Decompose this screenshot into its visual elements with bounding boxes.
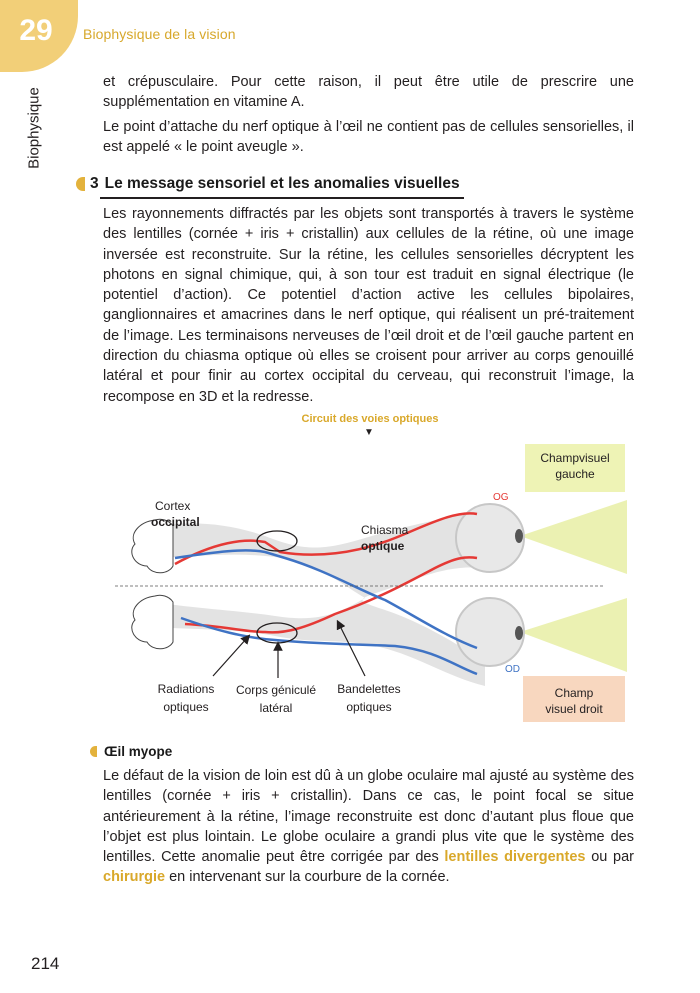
- lens-right: [515, 626, 523, 640]
- visual-field-left-cone: [520, 500, 627, 574]
- section-bullet-icon: [76, 177, 85, 191]
- eye-right: [456, 598, 524, 666]
- myope-paragraph: [103, 766, 634, 888]
- arrow-radiations: [213, 638, 247, 676]
- label-corps-2: latéral: [259, 701, 293, 715]
- page-number: 214: [31, 954, 60, 973]
- label-chiasma-1: Chiasma: [361, 523, 409, 537]
- myope-bullet-icon: [90, 746, 97, 757]
- visual-field-right-cone: [520, 598, 627, 672]
- label-champ-droit-2: visuel droit: [545, 702, 603, 716]
- myope-title: Œil myope: [104, 744, 173, 759]
- myope-text-a: Le défaut de la vision de loin est dû à un globe oculaire mal ajusté au système des lentilles (cornée + iris + cristallin). Dans ce cas, le point focal se situe antérieurement à la rétine, l’image reconstruite est donc d’autant plus floue que l’objet est plus lointain. Le globe oculaire a grandi plus vite que le système des lentilles. Cette anomalie peut être corrigée par des: [103, 768, 634, 866]
- running-title: Biophysique de la vision: [83, 26, 236, 42]
- label-og: OG: [493, 492, 509, 503]
- intro-paragraph-1: et crépusculaire. Pour cette raison, il peut être utile de prescrire une supplémentation en vitamine A.: [103, 74, 634, 111]
- figure-caption: Circuit des voies optiques: [301, 413, 439, 425]
- label-corps-1: Corps géniculé: [235, 683, 317, 697]
- section-number: 3: [90, 175, 99, 192]
- section-heading: [76, 175, 476, 193]
- label-radiations-1: Radiations: [157, 682, 215, 696]
- label-champ-gauche-1: Champvisuel: [540, 451, 610, 465]
- myope-text-c: en intervenant sur la courbure de la cornée.: [165, 869, 450, 886]
- label-cortex-1: Cortex: [155, 499, 191, 513]
- intro-paragraph-2: Le point d’attache du nerf optique à l’œil ne contient pas de cellules sensorielles, il est appelé « le point aveugle ».: [103, 119, 634, 156]
- myope-heading: [90, 744, 172, 759]
- section-title: Le message sensoriel et les anomalies visuelles: [104, 175, 460, 192]
- caption-arrow-icon: ▼: [364, 427, 374, 438]
- label-od: OD: [505, 664, 520, 675]
- optic-pathway-diagram: [115, 440, 635, 732]
- myope-text-b: ou par: [585, 849, 634, 866]
- section-underline: [100, 197, 464, 199]
- label-chiasma-2: optique: [361, 539, 405, 553]
- cortex-blob-bottom: [132, 595, 173, 649]
- side-label: Biophysique: [25, 87, 43, 169]
- gray-tract-band: [143, 510, 485, 686]
- label-radiations-2: optiques: [163, 700, 209, 714]
- label-champ-gauche-2: gauche: [555, 467, 595, 481]
- label-cortex-2: occipital: [151, 515, 200, 529]
- label-bandelettes-2: optiques: [346, 700, 392, 714]
- label-champ-droit-1: Champ: [554, 686, 594, 700]
- highlight-lentilles: lentilles divergentes: [444, 849, 586, 866]
- lens-left: [515, 529, 523, 543]
- chapter-number: 29: [19, 14, 53, 47]
- section-body: Les rayonnements diffractés par les objets sont transportés à travers le système des lentilles (cornée + iris + cristallin) aux cellules de la rétine, où une image inversée est reconstruite. Sur la rétine, les cellules sensorielles décryptent les photons en signal chimique, qui, à son tour est traduit en signal électrique (le potentiel d’action). Ce potentiel d’action active les cellules bipolaires, ganglionnaires et amacrines dans le nerf optique, qui réalisent un pré-traitement de l’image. Les terminaisons nerveuses de l’œil droit et de l’œil gauche partent en direction du chiasma optique où elles se croisent pour arriver au corps genouillé latéral et pour finir au cortex occipital du cerveau, qui reconstruit l’image, la recompose en 3D et la redresse.: [103, 206, 634, 405]
- highlight-chirurgie: chirurgie: [103, 869, 166, 886]
- label-bandelettes-1: Bandelettes: [337, 682, 401, 696]
